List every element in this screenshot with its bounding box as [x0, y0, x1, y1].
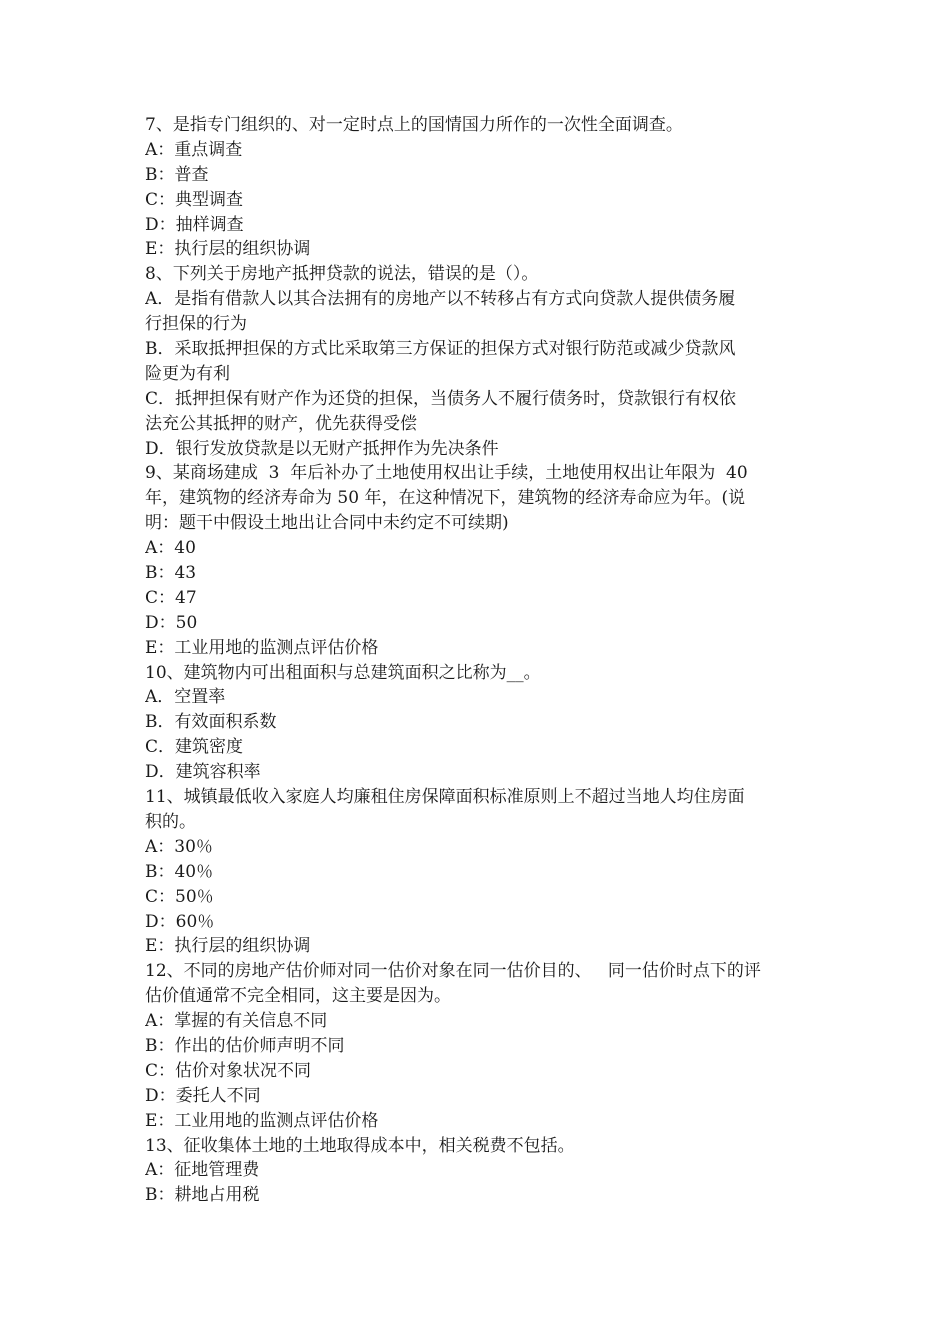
option-line: 行担保的行为 [145, 314, 247, 335]
option-line: D．建筑容积率 [145, 762, 261, 783]
option-line: 法充公其抵押的财产，优先获得受偿 [145, 413, 417, 434]
option-line: C：典型调查 [145, 189, 244, 210]
option-line: E：工业用地的监测点评估价格 [145, 637, 379, 658]
question-line: 积的。 [145, 811, 196, 832]
question-line: 9、某商场建成 3 年后补办了土地使用权出让手续，土地使用权出让年限为 40 [145, 463, 748, 484]
option-line: C：50％ [145, 886, 214, 907]
question-line: 明：题干中假设土地出让合同中未约定不可续期) [145, 513, 509, 534]
option-line: D：抽样调查 [145, 214, 244, 235]
option-line: A：40 [145, 538, 196, 559]
question-line: 12、不同的房地产估价师对同一估价对象在同一估价目的、 同一估价时点下的评 [145, 961, 761, 982]
option-line: A：30％ [145, 836, 213, 857]
question-line: 11、城镇最低收入家庭人均廉租住房保障面积标准原则上不超过当地人均住房面 [145, 787, 745, 808]
option-line: D：60％ [145, 911, 215, 932]
option-line: A．是指有借款人以其合法拥有的房地产以不转移占有方式向贷款人提供债务履 [145, 289, 736, 310]
option-line: C：47 [145, 587, 197, 608]
document-body [145, 113, 810, 1208]
question-line: 13、征收集体土地的土地取得成本中，相关税费不包括。 [145, 1135, 575, 1156]
option-line: A：掌握的有关信息不同 [145, 1011, 328, 1032]
question-line: 10、建筑物内可出租面积与总建筑面积之比称为__。 [145, 662, 541, 683]
option-line: E：工业用地的监测点评估价格 [145, 1110, 379, 1131]
option-line: A．空置率 [145, 687, 226, 708]
option-line: B：普查 [145, 164, 209, 185]
option-line: B：40％ [145, 861, 214, 882]
option-line: A：重点调查 [145, 139, 243, 160]
option-line: D：委托人不同 [145, 1085, 261, 1106]
option-line: C：估价对象状况不同 [145, 1060, 312, 1081]
question-line: 7、是指专门组织的、对一定时点上的国情国力所作的一次性全面调查。 [145, 115, 683, 135]
option-line: B：耕地占用税 [145, 1185, 260, 1206]
option-line: B：43 [145, 563, 197, 584]
option-line: B．有效面积系数 [145, 712, 277, 733]
option-line: B．采取抵押担保的方式比采取第三方保证的担保方式对银行防范或减少贷款风 [145, 339, 736, 360]
option-line: D：50 [145, 612, 198, 633]
option-line: E：执行层的组织协调 [145, 936, 311, 957]
option-line: D．银行发放贷款是以无财产抵押作为先决条件 [145, 438, 499, 459]
option-line: C．抵押担保有财产作为还贷的担保，当债务人不履行债务时，贷款银行有权依 [145, 388, 737, 409]
option-line: 险更为有利 [145, 363, 230, 384]
option-line: C．建筑密度 [145, 737, 244, 758]
question-line: 估价值通常不完全相同，这主要是因为。 [145, 986, 451, 1007]
question-line: 年，建筑物的经济寿命为 50 年，在这种情况下，建筑物的经济寿命应为年。(说 [145, 488, 746, 509]
question-line: 8、下列关于房地产抵押贷款的说法，错误的是（）。 [145, 264, 539, 285]
option-line: B：作出的估价师声明不同 [145, 1035, 345, 1056]
option-line: A：征地管理费 [145, 1160, 260, 1181]
option-line: E：执行层的组织协调 [145, 239, 311, 260]
